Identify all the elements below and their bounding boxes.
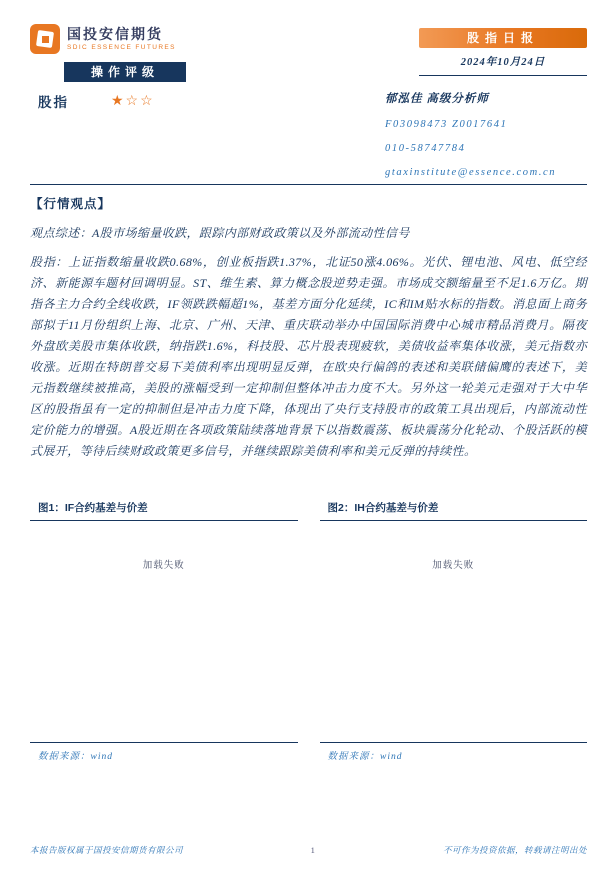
company-name: 国投安信期货 [67, 26, 163, 43]
figures-row [30, 500, 587, 762]
brand-block [30, 24, 176, 54]
figure-2 [320, 500, 588, 762]
brand-text [67, 26, 176, 52]
analyst-block [385, 90, 556, 178]
analyst-name: 郁泓佳 高级分析师 [385, 93, 489, 105]
broken-image-placeholder: 加载失败 [142, 561, 185, 571]
figure-2-body [320, 521, 588, 573]
report-date: 2024年10月24日 [419, 54, 587, 76]
instrument-label: 股指 [38, 95, 69, 110]
footer-disclaimer: 不可作为投资依据，转载请注明出处 [442, 845, 587, 855]
analyst-email: gtaxinstitute@essence.com.cn [385, 167, 557, 178]
report-header-block [419, 28, 587, 76]
figure-2-source: 数据来源：wind [320, 742, 588, 762]
instrument-rating-row [38, 91, 155, 111]
analyst-phone: 010-58747784 [385, 143, 466, 154]
star-rating: ★☆☆ [111, 93, 155, 109]
detail-paragraph: 股指：上证指数缩量收跌0.68%，创业板指跌1.37%，北证50涨4.06%。光伏、锂电池、风电、低空经济、新能源车题材回调明显。ST、维生素、算力概念股逆势走强。市场成交额缩量至不足1.6万亿。期指各主力合约全线收跌，IF领跌跌幅超1%，基差方面分化延续，IC和IM贴水标的指数。消息面上商务部拟于11月份组织上海、北京、广州、天津、重庆联动举办中国国际消费中心城市精品消费月。隔夜外盘欧美股市集体收跌，纳指跌1.6%，科技股、芯片股表现疲软，美债收益率集体收涨，美元指数亦收涨。近期在特朗普交易下美债利率出现明显反弹，在欧央行偏鸽的表述和美联储偏鹰的表述下，美元指数继续被推高，美股的涨幅受到一定抑制但整体冲击力度不大。另外这一轮美元走强对于大中华区的股指虽有一定的抑制但是冲击力度下降，体现出了央行支持股市的政策工具出现后，内部流动性定价能力的增强。A股近期在各项政策陆续落地背景下以指数震荡、板块震荡分化轮动、个股活跃的模式展开，等待后续财政政策更多信号，并继续跟踪美债利率和美元反弹的持续性。 [30, 255, 587, 458]
figure-1-source: 数据来源：wind [30, 742, 298, 762]
broken-image-placeholder: 加载失败 [432, 561, 475, 571]
footer-copyright: 本报告版权属于国投安信期货有限公司 [30, 845, 184, 855]
company-logo-icon [30, 24, 60, 54]
header-divider [30, 184, 587, 185]
figure-2-title: 图2：IH合约基差与价差 [320, 500, 588, 521]
summary-paragraph: 观点综述：A股市场缩量收跌，跟踪内部财政政策以及外部流动性信号 [30, 226, 410, 240]
analyst-credentials: F03098473 Z0017641 [385, 119, 508, 130]
section-title-market-view: 【行情观点】 [30, 197, 112, 211]
company-name-en: SDIC ESSENCE FUTURES [67, 44, 176, 52]
report-type-badge: 股指日报 [419, 28, 587, 48]
figure-1-title: 图1：IF合约基差与价差 [30, 500, 298, 521]
page-number: 1 [310, 845, 316, 855]
rating-section-badge: 操作评级 [64, 62, 186, 82]
page-footer [30, 844, 587, 856]
market-view-section [30, 194, 587, 462]
figure-1-body [30, 521, 298, 573]
figure-1 [30, 500, 298, 762]
